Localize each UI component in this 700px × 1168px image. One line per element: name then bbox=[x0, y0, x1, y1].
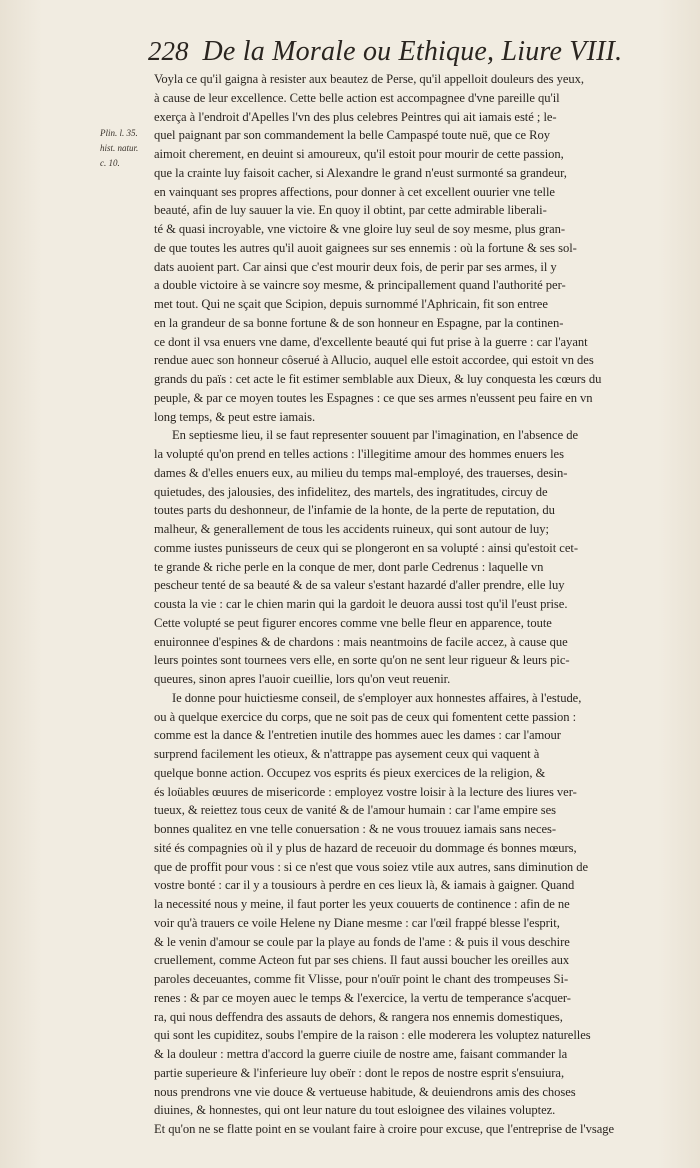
text-line: renes : & par ce moyen auec le temps & l'exercice, la vertu de temperance s'acquer- bbox=[154, 990, 571, 1005]
text-line: partie superieure & l'inferieure luy obeïr : dont le repos de nostre esprit s'ensuiura, bbox=[154, 1065, 565, 1080]
paragraph bbox=[154, 426, 684, 689]
text-line: cousta la vie : car le chien marin qui la gardoit le deuora aussi tost qu'il l'eust prise. bbox=[154, 597, 568, 611]
text-line: rendue auec son honneur côserué à Allucio, auquel elle estoit accordee, qui estoit vn des bbox=[154, 353, 594, 368]
text-line: peuple, & par ce moyen toutes les Espagnes : ce que ses armes n'eussent peu faire en vn bbox=[154, 390, 593, 405]
text-line: qui sont les cupiditez, soubs l'empire de la raison : elle moderera les voluptez naturelles bbox=[154, 1028, 591, 1043]
paragraph bbox=[154, 689, 684, 1139]
text-line: leurs pointes sont tournees vers elle, en sorte qu'on ne sent leur rigueur & leurs pic- bbox=[154, 653, 570, 668]
text-line: Voyla ce qu'il gaigna à resister aux beautez de Perse, qu'il appelloit douleurs des yeux, bbox=[154, 72, 585, 86]
text-line: à cause de leur excellence. Cette belle action est accompagnee d'vne pareille qu'il bbox=[154, 90, 560, 105]
text-line: exerça à l'endroit d'Apelles l'vn des plus celebres Peintres qui ait iamais esté ; le- bbox=[154, 109, 557, 124]
margin-note-line: hist. natur. bbox=[100, 143, 139, 153]
text-line: te grande & riche perle en la conque de mer, dont parle Cedrenus : laquelle vn bbox=[154, 559, 544, 574]
text-line: comme est la dance & l'entretien inutile des hommes auec les dames : car l'amour bbox=[154, 728, 561, 743]
text-line: Cette volupté se peut figurer encores comme vne belle fleur en apparence, toute bbox=[154, 615, 552, 630]
text-line: comme iustes punisseurs de ceux qui se plongeront en sa volupté : ainsi qu'estoit cet- bbox=[154, 540, 578, 555]
text-line: té & quasi incroyable, vne victoire & vne gloire luy seul de soy mesme, plus gran- bbox=[154, 222, 566, 236]
text-line: pescheur tenté de sa beauté & de sa valeur s'estant hazardé d'aller prendre, elle luy bbox=[154, 578, 565, 593]
margin-note-line: c. 10. bbox=[100, 158, 120, 168]
text-line: enuironnee d'espines & de chardons : mais neantmoins de facile accez, à cause que bbox=[154, 634, 568, 649]
text-line: Et qu'on ne se flatte point en se voulant faire à croire pour excuse, que l'entreprise de l'vsage bbox=[154, 1122, 615, 1136]
text-line: surprend facilement les otieux, & n'attrappe pas aysement ceux qui vaquent à bbox=[154, 747, 540, 761]
running-title: De la Morale ou Ethique, Liure VIII. bbox=[202, 36, 623, 67]
text-line: quelque bonne action. Occupez vos esprits és pieux exercices de la religion, & bbox=[154, 765, 546, 780]
text-line: ce dont il vsa enuers vne dame, d'excellente beauté qui fut prise à la guerre : car l'ayant bbox=[154, 334, 588, 349]
text-line: en vainquant ses propres affections, pour donner à cet excellent ouurier vne telle bbox=[154, 184, 555, 199]
text-line: grands du païs : cet acte le fit estimer semblable aux Dieux, & luy conquesta les cœurs du bbox=[154, 372, 602, 386]
text-line: la volupté qu'on prend en telles actions : l'illegitime amour des hommes enuers les bbox=[154, 447, 564, 461]
text-line: sité és compagnies où il y plus de hazard de receuoir du dommage és bonnes mœurs, bbox=[154, 840, 577, 855]
text-line: a double victoire à se vaincre soy mesme, & principallement quand l'authorité per- bbox=[154, 278, 566, 293]
text-line: Ie donne pour huictiesme conseil, de s'employer aux honnestes affaires, à l'estude, bbox=[172, 690, 582, 705]
text-line: la necessité nous y meine, il faut porter les yeux couuerts de continence : afin de ne bbox=[154, 897, 570, 911]
text-line: tueux, & reiettez tous ceux de vanité & de l'amour humain : car l'ame empire ses bbox=[154, 803, 556, 818]
text-line: vostre bonté : car il y a tousiours à perdre en ces lieux là, & iamais à gaigner. Quand bbox=[154, 878, 575, 893]
text-line: paroles deceuantes, comme fit Vlisse, pour n'ouïr point le chant des trompeuses Si- bbox=[154, 972, 569, 986]
text-line: quietudes, des jalousies, des infidelitez, des martels, des ingratitudes, circuy de bbox=[154, 484, 548, 499]
text-line: long temps, & peut estre iamais. bbox=[154, 409, 316, 424]
page-number: 228 bbox=[148, 36, 189, 66]
text-line: En septiesme lieu, il se faut representer souuent par l'imagination, en l'absence de bbox=[172, 428, 578, 443]
margin-note bbox=[100, 126, 152, 171]
text-line: de que toutes les autres qu'il auoit gaignees sur ses ennemis : où la fortune & ses sol- bbox=[154, 240, 577, 255]
text-line: dats auoient part. Car ainsi que c'est mourir deux fois, de perir par ses armes, il y bbox=[154, 259, 557, 274]
text-line: que la crainte luy faisoit cacher, si Alexandre le grand n'eust surmonté sa grandeur, bbox=[154, 165, 567, 180]
text-line: voir qu'à trauers ce voile Helene ny Diane mesme : car l'œil frappé blesse l'esprit, bbox=[154, 915, 560, 930]
text-line: ra, qui nous deffendra des assauts de dehors, & rangera nos ennemis domestiques, bbox=[154, 1009, 563, 1024]
text-line: met tout. Qui ne sçait que Scipion, depuis surnommé l'Aphricain, fit son entree bbox=[154, 297, 548, 311]
text-line: que de proffit pour vous : si ce n'est que vous soiez vtile aux autres, sans diminution de bbox=[154, 859, 589, 874]
text-line: dames & d'elles enuers eux, au milieu du temps mal-employé, des trauerses, desin- bbox=[154, 465, 568, 480]
text-line: quel paignant par son commandement la belle Campaspé toute nuë, que ce Roy bbox=[154, 128, 551, 143]
text-line: en la grandeur de sa bonne fortune & de son honneur en Espagne, par la continen- bbox=[154, 315, 564, 330]
text-line: cruellement, comme Acteon fut par ses chiens. Il faut aussi boucher les oreilles aux bbox=[154, 953, 570, 968]
text-line: nous prendrons vne vie douce & vertueuse habitude, & deuiendrons amis des choses bbox=[154, 1084, 576, 1099]
text-line: ou à quelque exercice du corps, que ne soit pas de ceux qui fomentent cette passion : bbox=[154, 709, 577, 724]
margin-note-line: Plin. l. 35. bbox=[100, 128, 138, 138]
text-line: malheur, & generallement de tous les accidents ruineux, qui sont autour de luy; bbox=[154, 522, 549, 536]
text-line: beauté, afin de luy sauuer la vie. En quoy il obtint, par cette admirable liberali- bbox=[154, 203, 547, 218]
text-line: & le venin d'amour se coule par la playe au fonds de l'ame : & puis il vous deschire bbox=[154, 934, 570, 949]
text-line: queures, sinon apres l'auoir cueillie, lors qu'on veut reuenir. bbox=[154, 672, 451, 686]
text-line: & la douleur : mettra d'accord la guerre ciuile de nostre ame, faisant commander la bbox=[154, 1047, 568, 1061]
text-line: és loüables œuures de misericorde : employez vostre loisir à la lecture des liures ver- bbox=[154, 784, 577, 799]
text-line: aimoit cherement, en deuint si amoureux, qu'il estoit pour mourir de cette passion, bbox=[154, 147, 564, 161]
paragraph bbox=[154, 70, 684, 426]
body-text bbox=[154, 70, 684, 1139]
text-line: bonnes qualitez en vne telle conuersation : & ne vous trouuez iamais sans neces- bbox=[154, 822, 557, 836]
text-line: toutes parts du deshonneur, de l'infamie de la honte, de la perte de reputation, du bbox=[154, 503, 555, 518]
text-line: diuines, & honnestes, qui ont leur nature du tout esloignee des vilaines voluptez. bbox=[154, 1103, 556, 1118]
